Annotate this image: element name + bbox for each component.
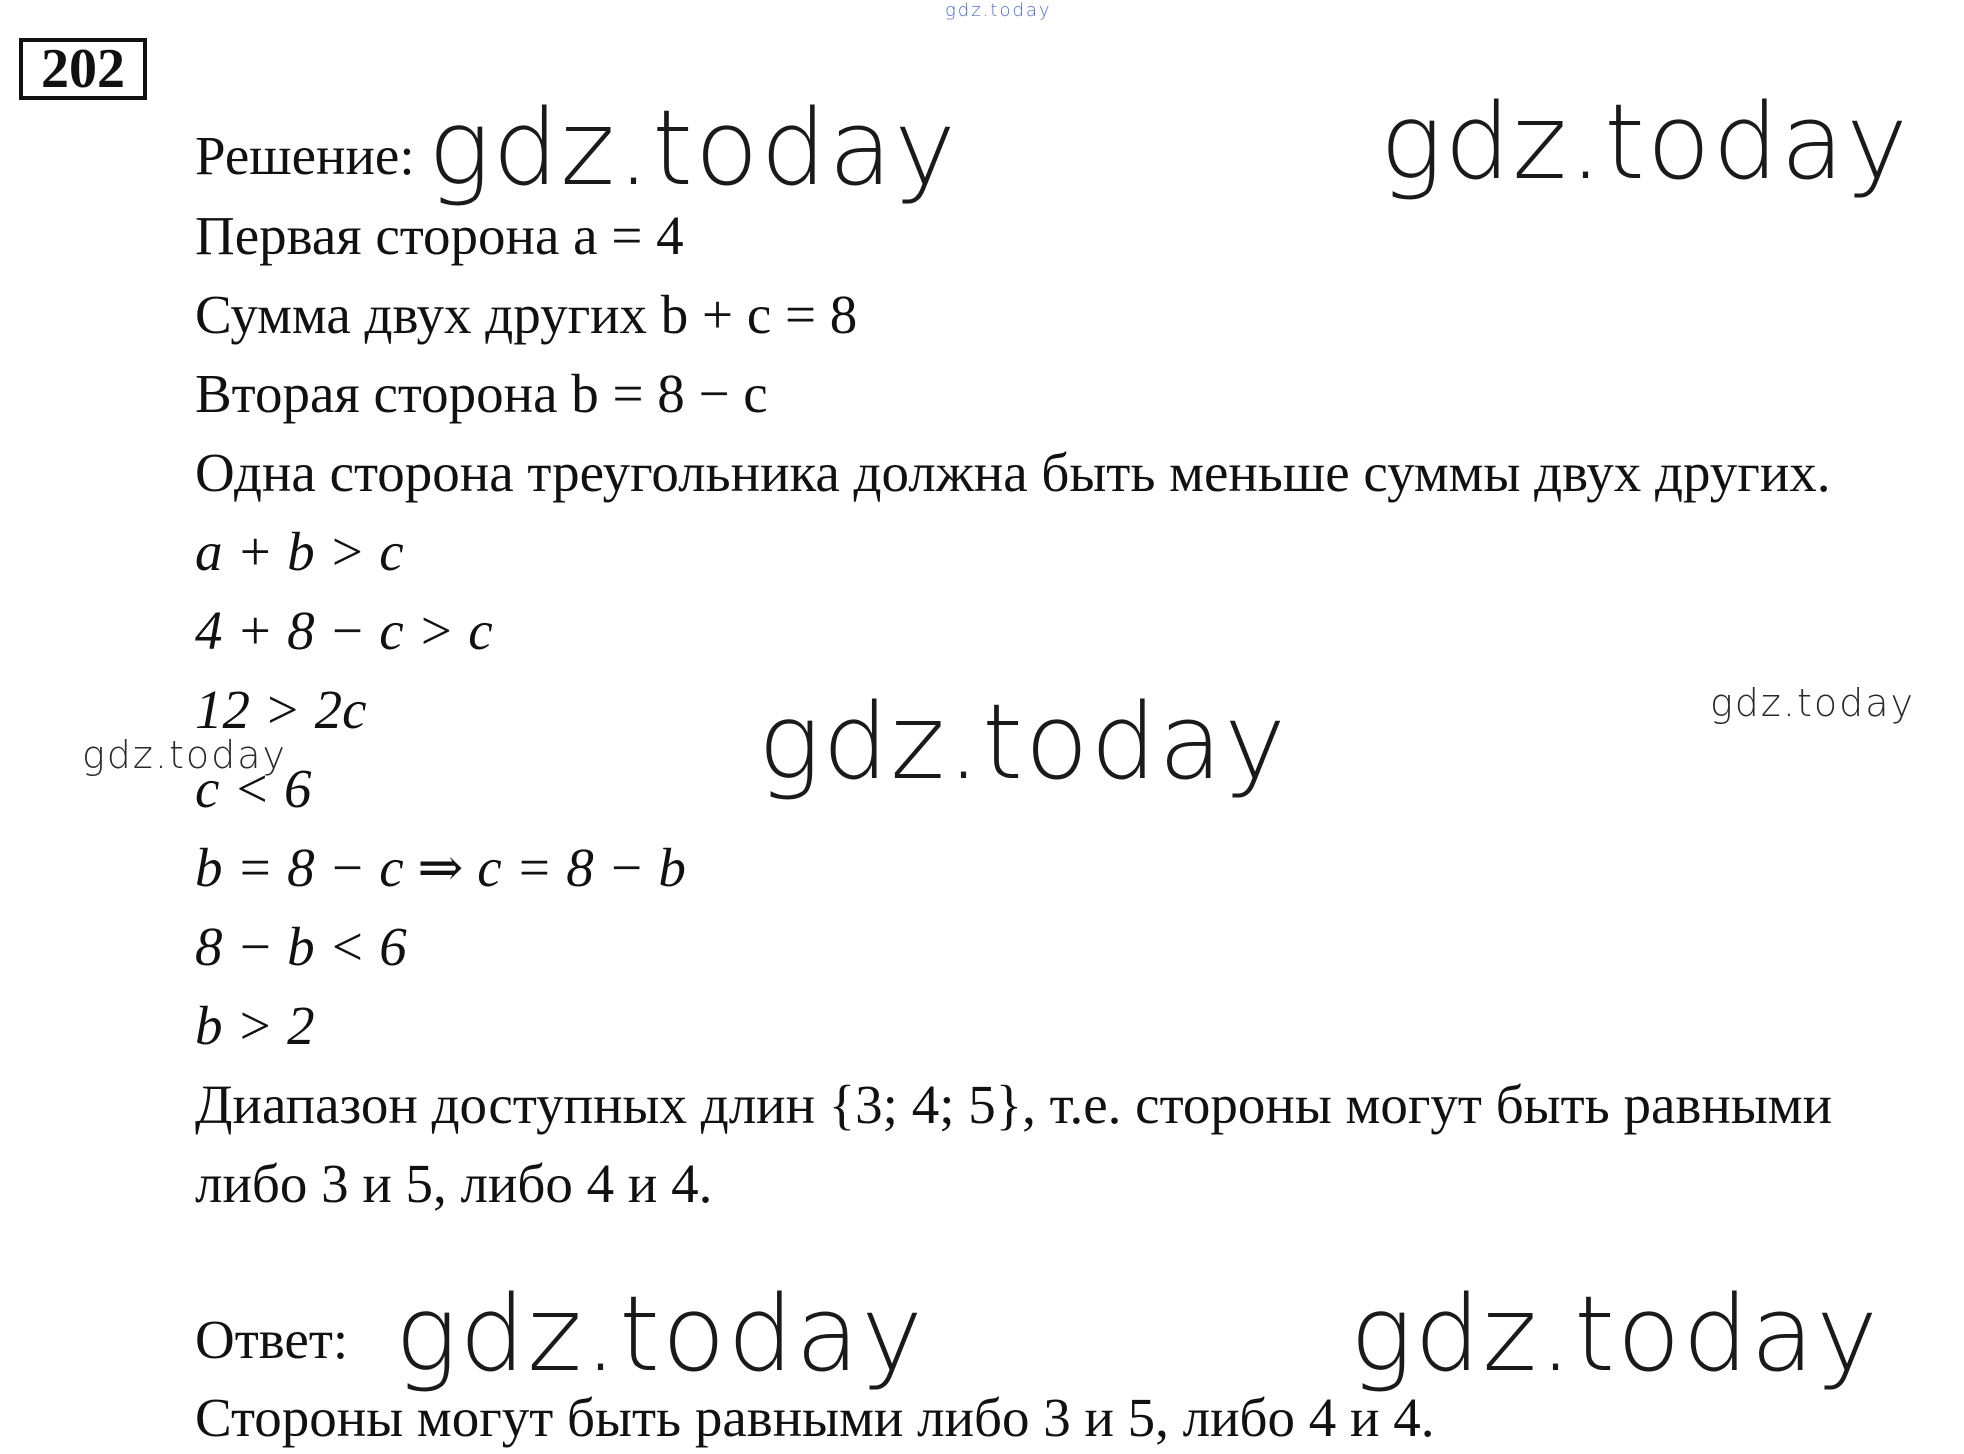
line-8: c < 6 — [195, 758, 312, 819]
line-10: 8 − b < 6 — [195, 916, 407, 977]
watermark-top: gdz.today — [945, 0, 1052, 21]
line-6: 4 + 8 − c > c — [195, 600, 493, 661]
line-5: a + b > c — [195, 521, 404, 582]
line-9: b = 8 − c ⇒ c = 8 − b — [195, 837, 686, 898]
watermark-3: gdz.today — [758, 681, 1288, 803]
watermark-1: gdz.today — [428, 87, 958, 209]
problem-number: 202 — [19, 38, 147, 100]
line-2: Сумма двух других b + c = 8 — [195, 284, 858, 345]
line-4: Одна сторона треугольника должна быть меньше суммы двух других. — [195, 442, 1831, 503]
answer-text: Стороны могут быть равными либо 3 и 5, либо 4 и 4. — [195, 1387, 1435, 1448]
line-7: 12 > 2c — [195, 679, 367, 740]
answer-label: Ответ: — [195, 1309, 349, 1370]
line-1: Первая сторона a = 4 — [195, 205, 684, 266]
line-12: Диапазон доступных длин {3; 4; 5}, т.е. стороны могут быть равными — [195, 1074, 1833, 1135]
watermark-7: gdz.today — [1350, 1273, 1880, 1395]
watermark-5: gdz.today — [82, 733, 287, 777]
watermark-6: gdz.today — [395, 1273, 925, 1395]
line-13: либо 3 и 5, либо 4 и 4. — [195, 1153, 713, 1214]
line-3: Вторая сторона b = 8 − c — [195, 363, 768, 424]
line-11: b > 2 — [195, 995, 315, 1056]
solution-label: Решение: — [195, 125, 415, 186]
watermark-4: gdz.today — [1710, 681, 1915, 725]
watermark-2: gdz.today — [1380, 81, 1910, 203]
